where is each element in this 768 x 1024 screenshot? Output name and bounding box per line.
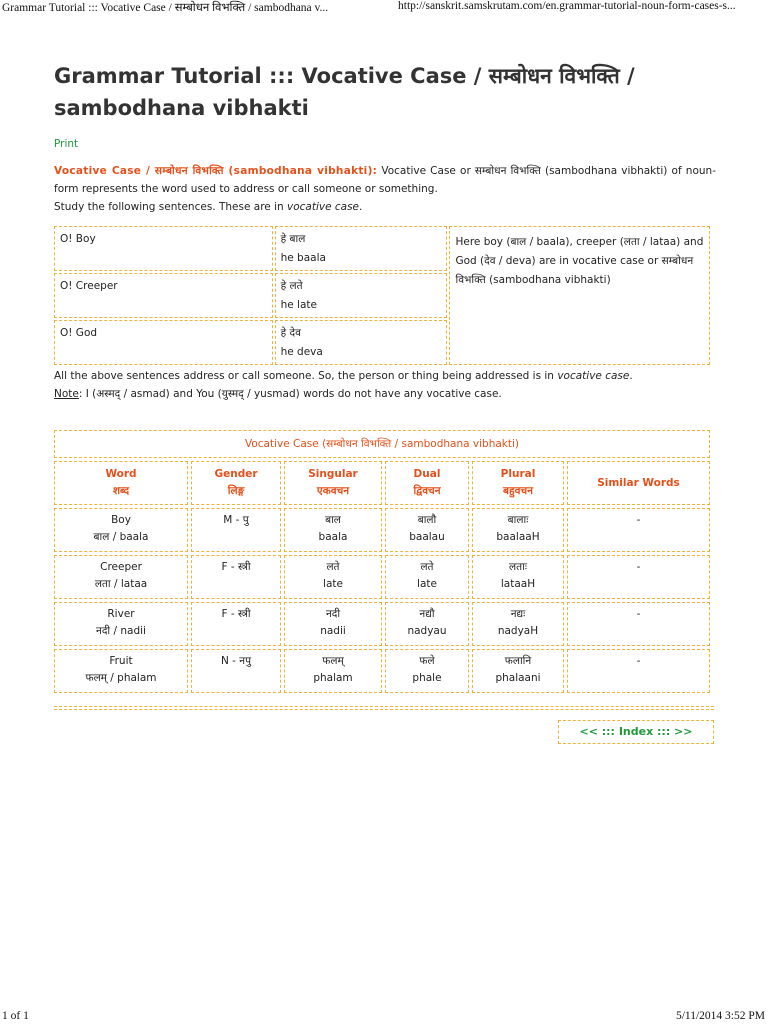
- example-devanagari: हे लते: [280, 280, 303, 292]
- word-en: Creeper: [100, 561, 142, 573]
- header-en: Singular: [308, 468, 358, 480]
- cell-plural: [472, 508, 564, 552]
- table-row: [54, 602, 710, 646]
- cell-word: [54, 602, 188, 646]
- example-translit: he late: [280, 299, 317, 311]
- word-en: Boy: [111, 514, 131, 526]
- cell-plural: [472, 555, 564, 599]
- dual-translit: phale: [412, 672, 442, 684]
- header-dev: लिङ्ग: [227, 485, 245, 497]
- cell-gender: M - पु: [191, 508, 281, 552]
- plural-translit: phalaani: [495, 672, 541, 684]
- singular-dev: बाल: [325, 514, 341, 526]
- example-sanskrit: [275, 226, 448, 271]
- table-row: [54, 649, 710, 693]
- addressed-sentence: [54, 367, 716, 385]
- word-dev: बाल / baala: [93, 531, 149, 543]
- singular-dev: फलम्: [322, 655, 344, 667]
- next-link[interactable]: ::: >>: [657, 725, 693, 738]
- plural-translit: baalaaH: [496, 531, 540, 543]
- singular-translit: phalam: [313, 672, 353, 684]
- cell-singular: [284, 649, 382, 693]
- print-footer-page: 1 of 1: [2, 1010, 29, 1022]
- cell-singular: [284, 555, 382, 599]
- after-emph: vocative case: [557, 370, 630, 382]
- plural-dev: फलानि: [504, 655, 532, 667]
- example-devanagari: हे देव: [280, 327, 301, 339]
- header-dual: [385, 461, 469, 505]
- word-en: Fruit: [109, 655, 133, 667]
- cell-gender: N - नपु: [191, 649, 281, 693]
- section-divider: [54, 706, 714, 710]
- vocative-table-caption: Vocative Case (सम्बोधन विभक्ति / sambodhana vibhakti): [54, 430, 710, 458]
- header-en: Plural: [500, 468, 536, 480]
- study-suffix: .: [359, 201, 363, 213]
- singular-translit: baala: [318, 531, 348, 543]
- cell-similar: -: [567, 555, 710, 599]
- examples-table: [52, 224, 712, 367]
- word-dev: लता / lataa: [94, 578, 148, 590]
- example-translit: he deva: [280, 346, 323, 358]
- example-devanagari: हे बाल: [280, 233, 306, 245]
- intro-term: Vocative Case / सम्बोधन विभक्ति (sambodhana vibhakti):: [54, 165, 378, 177]
- header-word: [54, 461, 188, 505]
- cell-gender: F - स्त्री: [191, 555, 281, 599]
- header-en: Word: [105, 468, 137, 480]
- print-footer: [0, 1008, 768, 1024]
- header-dev: बहुवचन: [503, 485, 533, 497]
- prev-link[interactable]: << :::: [579, 725, 615, 738]
- example-translit: he baala: [280, 252, 326, 264]
- index-navigation: [558, 720, 714, 744]
- header-gender: [191, 461, 281, 505]
- dual-dev: लते: [420, 561, 434, 573]
- cell-plural: [472, 602, 564, 646]
- cell-singular: [284, 508, 382, 552]
- singular-translit: nadii: [320, 625, 346, 637]
- after-suffix: .: [629, 370, 633, 382]
- page-title: Grammar Tutorial ::: Vocative Case / सम्बोधन विभक्ति / sambodhana vibhakti: [54, 64, 635, 120]
- table-row: [54, 555, 710, 599]
- plural-translit: lataaH: [500, 578, 536, 590]
- example-english: O! Creeper: [54, 273, 273, 318]
- print-header-title: Grammar Tutorial ::: Vocative Case / सम्बोधन विभक्ति / sambodhana v...: [2, 2, 329, 14]
- cell-word: [54, 649, 188, 693]
- note-sentence: [54, 385, 716, 403]
- example-sanskrit: [275, 320, 448, 365]
- header-dev: शब्द: [112, 485, 130, 497]
- print-footer-datetime: 5/11/2014 3:52 PM: [675, 1010, 765, 1022]
- header-similar-words: Similar Words: [567, 461, 710, 505]
- header-dev: द्विवचन: [413, 485, 441, 497]
- intro-paragraph: [54, 162, 716, 198]
- dual-translit: late: [417, 578, 437, 590]
- print-link[interactable]: Print: [54, 138, 79, 150]
- index-link[interactable]: Index: [618, 725, 654, 738]
- study-prefix: Study the following sentences. These are in: [54, 201, 287, 213]
- dual-dev: फले: [419, 655, 435, 667]
- header-dev: एकवचन: [316, 485, 350, 497]
- print-header-url: http://sanskrit.samskrutam.com/en.grammar-tutorial-noun-form-cases-s...: [398, 0, 736, 12]
- cell-similar: -: [567, 649, 710, 693]
- singular-translit: late: [323, 578, 343, 590]
- plural-dev: लताः: [509, 561, 527, 573]
- header-singular: [284, 461, 382, 505]
- cell-dual: [385, 602, 469, 646]
- example-sanskrit: [275, 273, 448, 318]
- plural-translit: nadyaH: [497, 625, 539, 637]
- plural-dev: बालाः: [507, 514, 529, 526]
- plural-dev: नद्यः: [510, 608, 526, 620]
- cell-word: [54, 555, 188, 599]
- note-label: Note: [54, 388, 79, 400]
- dual-dev: नद्यौ: [419, 608, 435, 620]
- intro-text: Vocative Case or सम्बोधन विभक्ति (sambodhana vibhakti) of noun-form represents the word used to address or call someone or something.: [54, 165, 716, 195]
- singular-dev: लते: [326, 561, 340, 573]
- cell-similar: -: [567, 508, 710, 552]
- cell-dual: [385, 508, 469, 552]
- table-row: [54, 508, 710, 552]
- example-english: O! Boy: [54, 226, 273, 271]
- study-sentence: [54, 198, 716, 216]
- vocative-table: [51, 427, 713, 696]
- header-en: Gender: [214, 468, 258, 480]
- main-content: [54, 60, 716, 744]
- cell-plural: [472, 649, 564, 693]
- word-dev: फलम् / phalam: [85, 672, 157, 684]
- dual-dev: बालौ: [417, 514, 437, 526]
- cell-dual: [385, 555, 469, 599]
- cell-dual: [385, 649, 469, 693]
- table-caption-row: [54, 430, 710, 458]
- print-header: [0, 0, 768, 16]
- note-text: : I (अस्मद् / asmad) and You (युस्मद् / yusmad) words do not have any vocative case.: [78, 388, 502, 400]
- dual-translit: nadyau: [407, 625, 447, 637]
- word-en: River: [107, 608, 135, 620]
- cell-similar: -: [567, 602, 710, 646]
- vocative-table-wrapper: [54, 427, 716, 696]
- examples-note: Here boy (बाल / baala), creeper (लता / lataa) and God (देव / deva) are in vocative case or सम्बोधन विभक्ति (sambodhana vibhakti): [449, 226, 710, 365]
- after-prefix: All the above sentences address or call someone. So, the person or thing being addressed is in: [54, 370, 558, 382]
- header-plural: [472, 461, 564, 505]
- table-row: [54, 226, 710, 271]
- header-en: Dual: [413, 468, 441, 480]
- dual-translit: baalau: [409, 531, 445, 543]
- cell-gender: F - स्त्री: [191, 602, 281, 646]
- study-emph: vocative case: [286, 201, 360, 213]
- cell-word: [54, 508, 188, 552]
- cell-singular: [284, 602, 382, 646]
- singular-dev: नदी: [325, 608, 341, 620]
- table-header-row: [54, 461, 710, 505]
- example-english: O! God: [54, 320, 273, 365]
- word-dev: नदी / nadii: [96, 625, 146, 637]
